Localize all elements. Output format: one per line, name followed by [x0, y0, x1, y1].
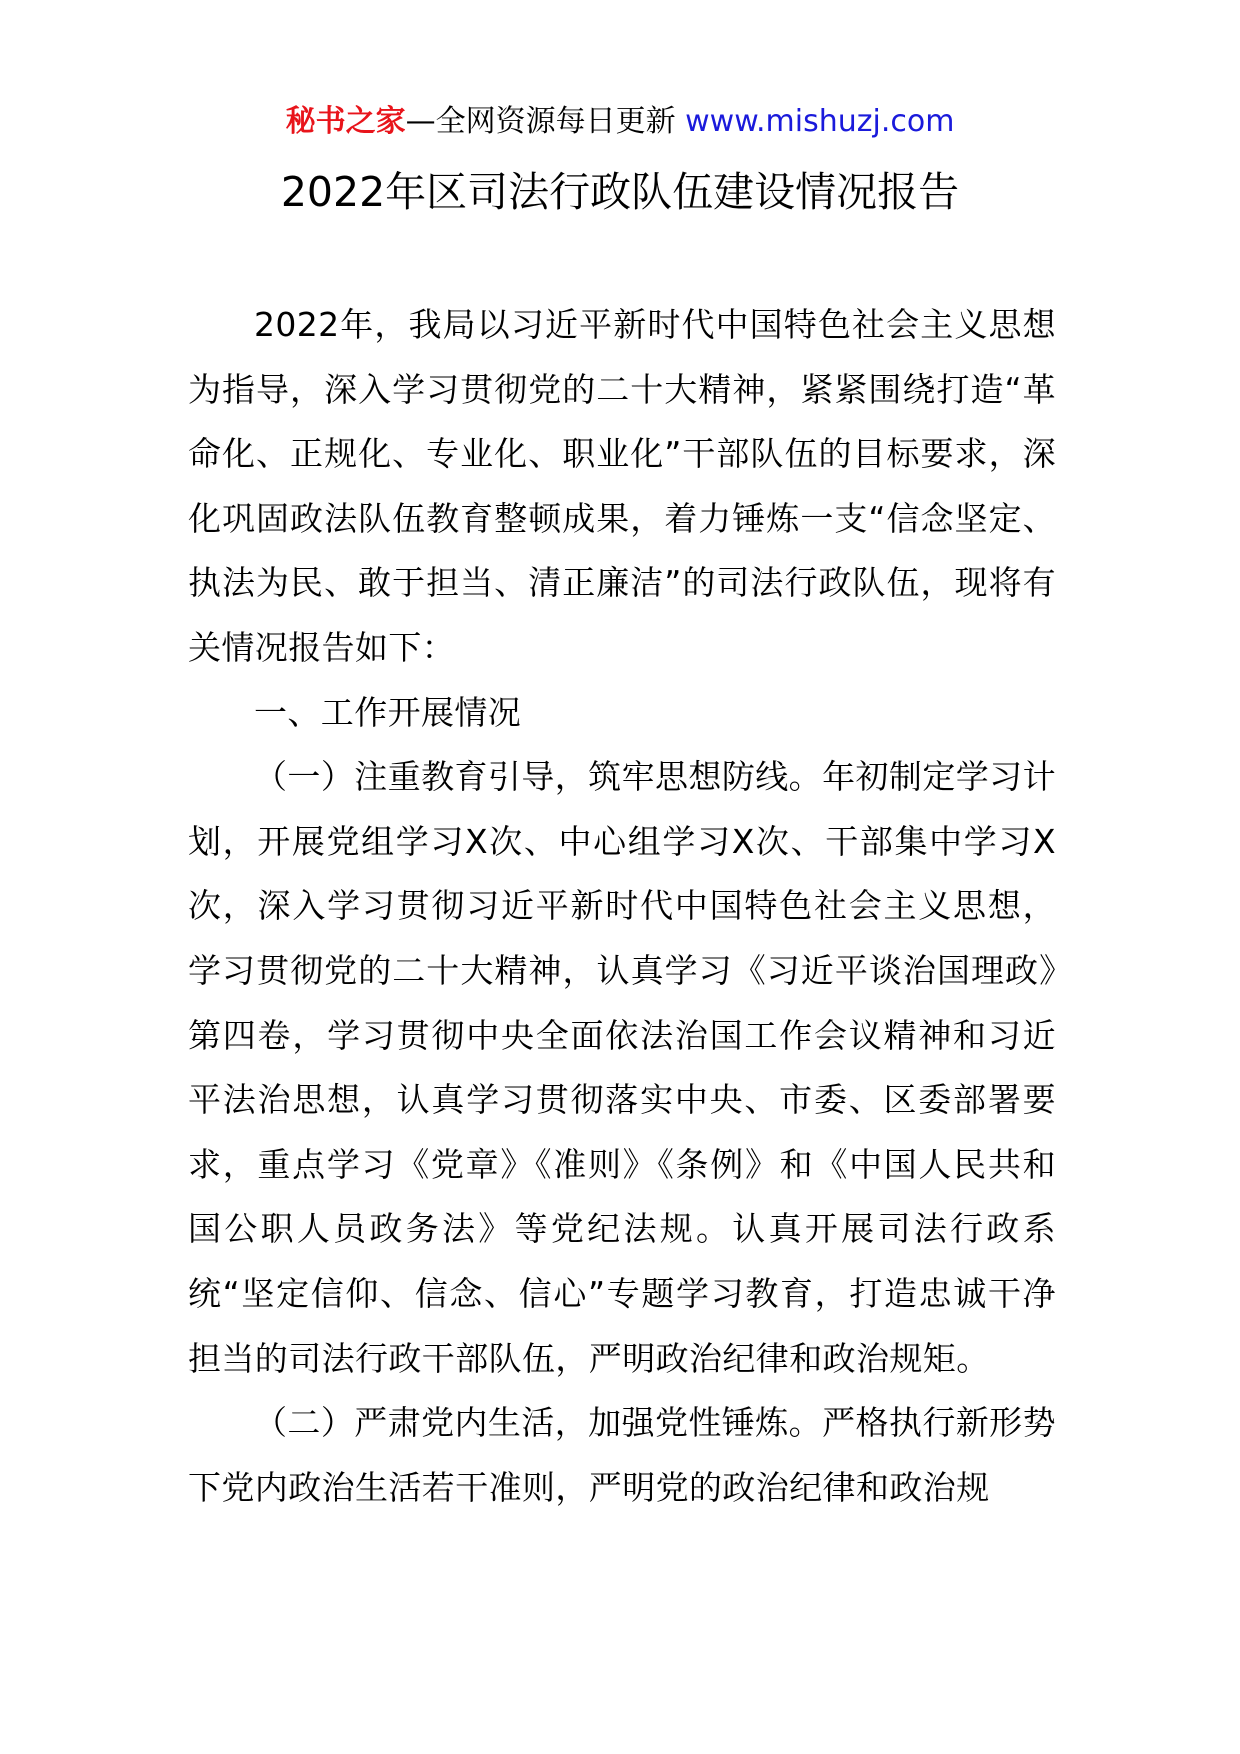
section-heading: 一、工作开展情况 [254, 692, 522, 732]
document-title: 2022年区司法行政队伍建设情况报告 [280, 168, 960, 216]
paragraph-intro: 2022年，我局以习近平新时代中国特色社会主义思想为指导，深入学习贯彻党的二十大精神，紧紧围绕打造“革命化、正规化、专业化、职业化”干部队伍的目标要求，深化巩固政法队伍教育整顿成果，着力锤炼一支“信念坚定、执法为民、敢于担当、清正廉洁”的司法行政队伍，现将有关情况报告如下： [188, 305, 1056, 667]
site-header [0, 100, 1240, 144]
paragraph-party-life: （二）严肃党内生活，加强党性锤炼。严格执行新形势下党内政治生活若干准则，严明党的政治纪律和政治规 [188, 1403, 1056, 1507]
site-url-link[interactable]: www.mishuzj.com [685, 104, 955, 139]
site-brand: 秘书之家 [285, 104, 406, 139]
document-body [188, 293, 1056, 1520]
paragraph-education: （一）注重教育引导，筑牢思想防线。年初制定学习计划，开展党组学习X次、中心组学习X次、干部集中学习X次，深入学习贯彻习近平新时代中国特色社会主义思想，学习贯彻党的二十大精神，认真学习《习近平谈治国理政》第四卷，学习贯彻中央全面依法治国工作会议精神和习近平法治思想，认真学习贯彻落实中央、市委、区委部署要求，重点学习《党章》《准则》《条例》和《中国人民共和国公职人员政务法》等党纪法规。认真开展司法行政系统“坚定信仰、信念、信心”专题学习教育，打造忠诚干净担当的司法行政干部队伍，严明政治纪律和政治规矩。 [188, 757, 1056, 1378]
site-slogan: —全网资源每日更新 [405, 104, 676, 139]
